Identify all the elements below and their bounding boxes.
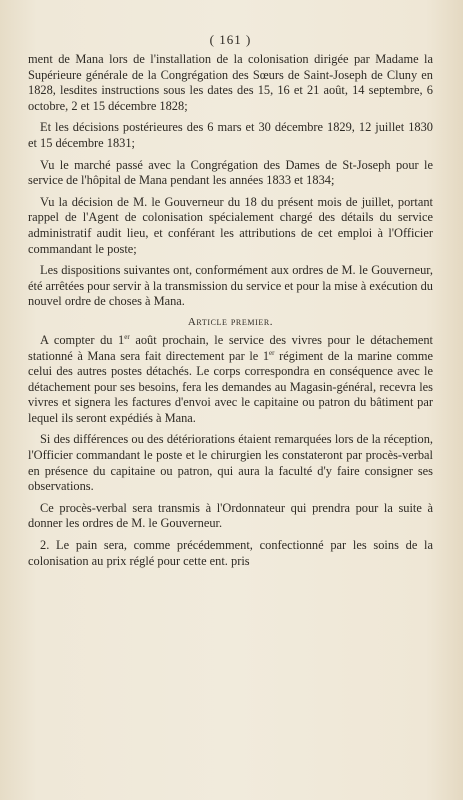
ordinal-superscript: er (124, 332, 130, 341)
paragraph-dispositions: Les dispositions suivantes ont, conformément aux ordres de M. le Gouverneur, été arrêtées pour servir à la transmission du service et pour la mise à exécution du nouvel ordre de choses à Mana. (28, 263, 433, 309)
article-first-part2: août prochain, le service des vivres pour le détachement stationné à Mana sera fait directement par le (28, 332, 433, 363)
paragraph-article-first (28, 333, 433, 427)
article-first-part4: régiment de la marine comme celui des autres postes détachés. Le corps correspondra en conséquence avec le détachement pour ses besoins, fera les demandes au Magasin-général, recevra les vivres et signera les factures d'envoi avec le capitaine ou patron du bâtiment par lequel ils seront expédiés à Mana. (28, 348, 433, 425)
paragraph-later-decisions: Et les décisions postérieures des 6 mars et 30 décembre 1829, 12 juillet 1830 et 15 décembre 1831; (28, 120, 433, 150)
paragraph-differences: Si des différences ou des détériorations étaient remarquées lors de la réception, l'Officier commandant le poste et le chirurgien les constateront par procès-verbal en présence du capitaine ou patron, qui aura la faculté d'y faire consigner ses observations. (28, 432, 433, 494)
paragraph-hospital-contract: Vu le marché passé avec la Congrégation des Dames de St-Joseph pour le service de l'hôpital de Mana pendant les années 1833 et 1834; (28, 157, 433, 188)
article-heading: Article premier. (187, 315, 274, 328)
article-first-part1: A compter du 1 (40, 332, 125, 347)
paragraph-bread: 2. Le pain sera, comme précédemment, confectionné par les soins de la colonisation au prix réglé pour cette ent. pris (28, 538, 433, 568)
article-first-part3: 1 (262, 348, 270, 363)
paragraph-proces-verbal: Ce procès-verbal sera transmis à l'Ordonnateur qui prendra pour la suite à donner les ordres de M. le Gouverneur. (28, 500, 433, 531)
paragraph-governor-decision: Vu la décision de M. le Gouverneur du 18 du présent mois de juillet, portant rappel de l'Agent de colonisation spécialement chargé des détails du service administratif audit lieu, et conférant les attributions de cet emploi à l'Officier commandant le poste; (28, 194, 433, 256)
paragraph-intro-continuation: ment de Mana lors de l'installation de la colonisation dirigée par Madame la Supérieure générale de la Congrégation des Sœurs de Saint-Joseph de Cluny en 1828, lesdites instructions sous les dates des 15, 16 et 21 août, 14 septembre, 6 octobre, 2 et 15 décembre 1828; (28, 52, 433, 113)
ordinal-superscript-2: er (269, 348, 275, 357)
page-number: ( 161 ) (209, 32, 252, 47)
